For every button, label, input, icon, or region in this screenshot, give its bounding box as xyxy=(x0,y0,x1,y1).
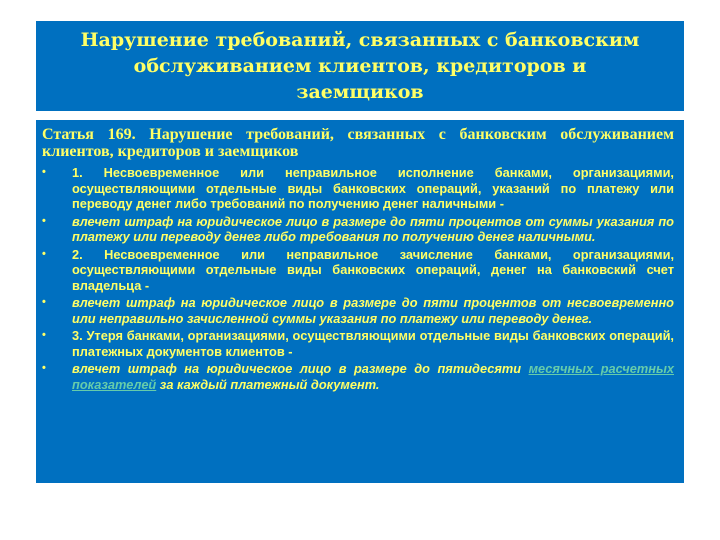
list-item xyxy=(42,328,674,359)
list-item-text: влечет штраф на юридическое лицо в размере до пятидесяти xyxy=(72,361,529,376)
bullet-icon: • xyxy=(42,329,46,341)
article-items-list xyxy=(42,165,674,392)
slide-content-panel xyxy=(36,120,684,483)
slide-title-panel xyxy=(36,21,684,111)
list-item xyxy=(42,295,674,326)
list-item-text: влечет штраф на юридическое лицо в размере до пяти процентов от суммы указания по платежу или переводу денег либо требования по получению денег наличными. xyxy=(72,213,674,244)
bullet-icon: • xyxy=(42,362,46,374)
bullet-icon: • xyxy=(42,296,46,308)
slide-title: Нарушение требований, связанных с банковским обслуживанием клиентов, кредиторов и заемщиков xyxy=(80,29,640,103)
list-item-text: 2. Несвоевременное или неправильное зачисление банками, организациями, осуществляющими отдельные виды банковских операций, денег на банковский счет владельца - xyxy=(72,246,674,293)
bullet-icon: • xyxy=(42,247,46,260)
list-item-text: 3. Утеря банками, организациями, осуществляющими отдельные виды банковских операций, платежных документов клиентов - xyxy=(72,328,674,359)
bullet-icon: • xyxy=(42,214,46,227)
list-item-text: влечет штраф на юридическое лицо в размере до пяти процентов от несвоевременно или неправильно зачисленной суммы указания по платежу или переводу денег. xyxy=(72,295,674,326)
monthly-indicators-link[interactable]: месячных расчетных показателей xyxy=(72,361,674,392)
article-heading: Статья 169. Нарушение требований, связанных с банковским обслуживанием клиентов, кредиторов и заемщиков xyxy=(42,126,674,160)
list-item xyxy=(42,247,674,294)
list-item xyxy=(42,214,674,245)
list-item-text: 1. Несвоевременное или неправильное исполнение банками, организациями, осуществляющими отдельные виды банковских операций, указаний по платежу или переводу денег либо требований по получению денег наличными - xyxy=(72,165,674,211)
list-item-text-end: за каждый платежный документ. xyxy=(156,376,380,392)
list-item xyxy=(42,361,674,392)
bullet-icon: • xyxy=(42,166,46,178)
list-item xyxy=(42,165,674,212)
